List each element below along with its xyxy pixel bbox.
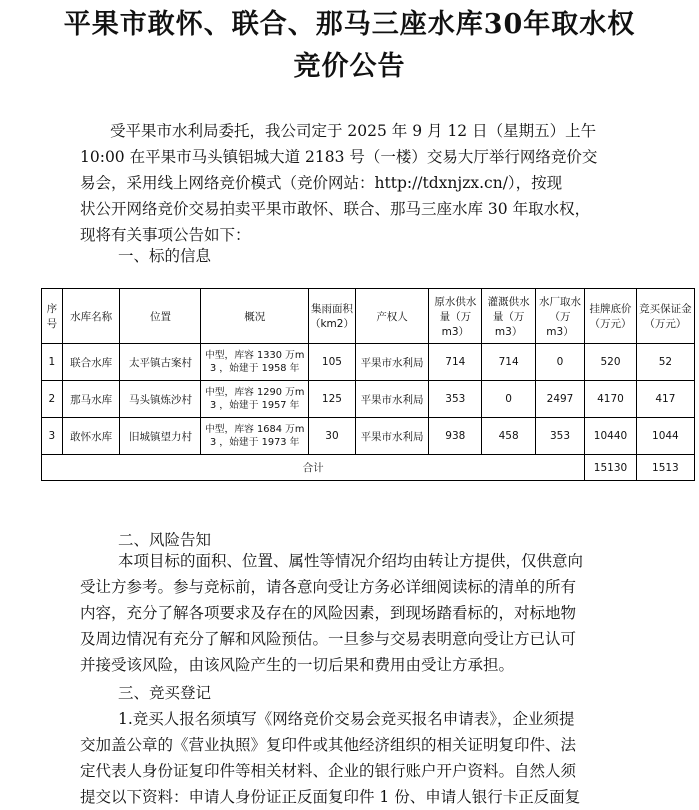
cell-seq: 1 <box>42 344 63 381</box>
cell-catchment: 125 <box>308 381 355 418</box>
cell-overview: 中型，库容 1290 万m3 ，始建于 1957 年 <box>201 381 308 418</box>
registration-line: 提交以下资料：申请人身份证正反面复印件 1 份、申请人银行卡正反面复 <box>80 788 581 806</box>
risk-line: 内容，充分了解各项要求及存在的风险因素，到现场踏看标的，对标地物 <box>80 604 577 622</box>
section2-heading: 二、风险告知 <box>118 531 212 549</box>
cell-plant-intake: 0 <box>535 344 584 381</box>
header-orig-supply: 原水供水量（万 m3） <box>429 289 482 344</box>
table-row <box>42 418 695 455</box>
risk-line: 及周边情况有充分了解和风险预估。一旦参与交易表明意向受让方已认可 <box>80 630 577 648</box>
risk-line: 本项目标的面积、位置、属性等情况介绍均由转让方提供，仅供意向 <box>118 552 584 570</box>
cell-location: 马头镇炼沙村 <box>120 381 201 418</box>
cell-catchment: 105 <box>308 344 355 381</box>
cell-orig-supply: 938 <box>429 418 482 455</box>
cell-owner: 平果市水利局 <box>355 381 428 418</box>
section1-heading: 一、标的信息 <box>118 247 212 265</box>
intro-paragraph <box>80 118 620 248</box>
cell-catchment: 30 <box>308 418 355 455</box>
cell-orig-supply: 353 <box>429 381 482 418</box>
intro-line: 状公开网络竞价交易拍卖平果市敢怀、联合、那马三座水库 30 年取水权， <box>80 200 591 218</box>
registration-line: 1.竞买人报名须填写《网络竞价交易会竞买报名申请表》，企业须提 <box>118 710 575 728</box>
cell-overview: 中型，库容 1330 万m3 ，始建于 1958 年 <box>201 344 308 381</box>
registration-line: 定代表人身份证复印件等相关材料、企业的银行账户开户资料。自然人须 <box>80 762 577 780</box>
cell-overview: 中型，库容 1684 万m3 ，始建于 1973 年 <box>201 418 308 455</box>
cell-deposit: 52 <box>636 344 694 381</box>
cell-owner: 平果市水利局 <box>355 344 428 381</box>
header-deposit: 竞买保证金（万元） <box>636 289 694 344</box>
cell-seq: 3 <box>42 418 63 455</box>
registration-paragraph <box>80 706 620 810</box>
total-base-price: 15130 <box>585 455 637 481</box>
intro-line: 10:00 在平果市马头镇铝城大道 2183 号（一楼）交易大厅举行网络竞价交 <box>80 148 598 166</box>
cell-seq: 2 <box>42 381 63 418</box>
cell-irrigation: 0 <box>482 381 535 418</box>
cell-name: 敢怀水库 <box>62 418 120 455</box>
header-catchment: 集雨面积（km2） <box>308 289 355 344</box>
cell-plant-intake: 353 <box>535 418 584 455</box>
risk-line: 受让方参考。参与竞标前，请各意向受让方务必详细阅读标的清单的所有 <box>80 578 577 596</box>
cell-orig-supply: 714 <box>429 344 482 381</box>
cell-base-price: 520 <box>585 344 637 381</box>
table-header-row <box>42 289 695 344</box>
header-name: 水库名称 <box>62 289 120 344</box>
cell-deposit: 1044 <box>636 418 694 455</box>
notice-title-line1: 平果市敢怀、联合、那马三座水库30年取水权 <box>63 9 636 40</box>
cell-owner: 平果市水利局 <box>355 418 428 455</box>
total-deposit: 1513 <box>636 455 694 481</box>
cell-irrigation: 458 <box>482 418 535 455</box>
cell-base-price: 10440 <box>585 418 637 455</box>
intro-line: 现将有关事项公告如下： <box>80 226 251 244</box>
risk-paragraph <box>80 548 620 678</box>
header-plant-intake: 水厂取水（万 m3） <box>535 289 584 344</box>
intro-line: 受平果市水利局委托，我公司定于 2025 年 9 月 12 日（星期五）上午 <box>110 122 597 140</box>
cell-name: 那马水库 <box>62 381 120 418</box>
bid-items-table <box>41 288 695 481</box>
cell-location: 太平镇古案村 <box>120 344 201 381</box>
registration-line: 交加盖公章的《营业执照》复印件或其他经济组织的相关证明复印件、法 <box>80 736 577 754</box>
section3-heading: 三、竞买登记 <box>118 684 212 702</box>
header-owner: 产权人 <box>355 289 428 344</box>
risk-line: 并接受该风险，由该风险产生的一切后果和费用由受让方承担。 <box>80 656 515 674</box>
total-label: 合计 <box>42 455 585 481</box>
cell-base-price: 4170 <box>585 381 637 418</box>
header-irrigation: 灌溉供水量（万 m3） <box>482 289 535 344</box>
header-seq: 序号 <box>42 289 63 344</box>
cell-location: 旧城镇望力村 <box>120 418 201 455</box>
cell-name: 联合水库 <box>62 344 120 381</box>
cell-deposit: 417 <box>636 381 694 418</box>
header-base-price: 挂牌底价（万元） <box>585 289 637 344</box>
notice-title-line2: 竞价公告 <box>293 51 406 82</box>
header-location: 位置 <box>120 289 201 344</box>
table-total-row <box>42 455 695 481</box>
cell-plant-intake: 2497 <box>535 381 584 418</box>
table-row <box>42 344 695 381</box>
intro-line: 易会，采用线上网络竞价模式（竞价网站：http://tdxnjzx.cn/），按现 <box>80 174 563 192</box>
header-overview: 概况 <box>201 289 308 344</box>
cell-irrigation: 714 <box>482 344 535 381</box>
table-row <box>42 381 695 418</box>
